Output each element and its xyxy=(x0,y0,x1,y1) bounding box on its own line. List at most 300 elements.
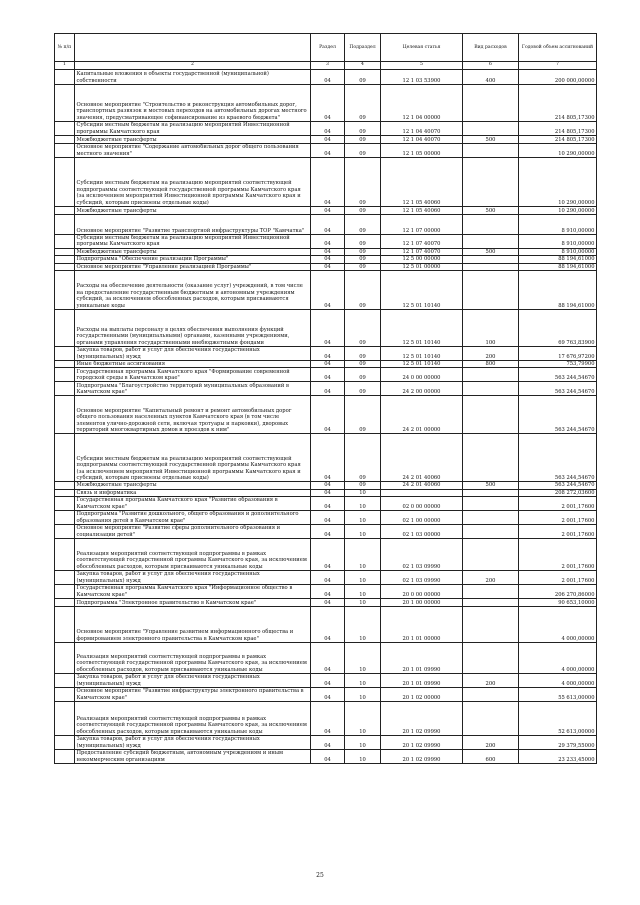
row-section-cell: 04 xyxy=(311,674,345,688)
row-subsection-cell: 10 xyxy=(345,511,381,525)
row-type-cell xyxy=(463,688,519,702)
row-type-cell xyxy=(463,511,519,525)
row-amount-cell: 4 000,00000 xyxy=(519,643,597,674)
row-name-cell: Основное мероприятие "Развитие инфраструктуры электронного правительства в Камчатском крае" xyxy=(75,688,311,702)
row-target-cell: 24 0 00 00000 xyxy=(381,368,463,382)
row-section-cell: 04 xyxy=(311,688,345,702)
row-number-cell xyxy=(55,525,75,539)
row-number-cell xyxy=(55,122,75,136)
row-target-cell: 12 5 01 00000 xyxy=(381,263,463,270)
table-row xyxy=(55,571,597,585)
header-section: Раздел xyxy=(311,34,345,62)
row-amount-cell: 563 244,54670 xyxy=(519,482,597,489)
row-target-cell: 12 1 05 00000 xyxy=(381,144,463,158)
row-number-cell xyxy=(55,235,75,249)
row-section-cell: 04 xyxy=(311,599,345,607)
table-row xyxy=(55,434,597,482)
row-name-cell: Государственная программа Камчатского края "Формирование современной городской среды в Камчатском крае" xyxy=(75,368,311,382)
row-name-cell: Реализация мероприятий соответствующей подпрограммы в рамках соответствующей государственной программы Камчатского края, за исключением обособленных расходов, которым присваиваются уникальные коды xyxy=(75,539,311,571)
row-subsection-cell: 09 xyxy=(345,382,381,396)
row-subsection-cell: 10 xyxy=(345,688,381,702)
row-amount-cell: 214 805,17300 xyxy=(519,122,597,136)
row-subsection-cell: 10 xyxy=(345,736,381,750)
row-name-cell: Расходы на обеспечение деятельности (оказание услуг) учреждений, в том числе на предоставление государственным бюджетным и автономным учреждениям субсидий, за исключением обособленных расходов, которым присваиваются уникальные коды xyxy=(75,271,311,310)
row-amount-cell: 55 613,00000 xyxy=(519,688,597,702)
row-type-cell xyxy=(463,263,519,270)
row-amount-cell: 200 000,00000 xyxy=(519,70,597,85)
row-name-cell: Основное мероприятие "Управление реализацией Программы" xyxy=(75,263,311,270)
row-number-cell xyxy=(55,382,75,396)
row-name-cell: Субсидии местным бюджетам на реализацию мероприятий соответствующей подпрограммы соответствующей государственной программы Камчатского края (за исключением мероприятий Инвестиционной программы Камчатского края и субсидий, которым присвоены отдельные коды) xyxy=(75,434,311,482)
row-number-cell xyxy=(55,361,75,368)
row-type-cell xyxy=(463,607,519,643)
row-amount-cell: 88 194,61000 xyxy=(519,271,597,310)
row-subsection-cell: 09 xyxy=(345,85,381,122)
row-target-cell: 20 0 00 00000 xyxy=(381,585,463,599)
row-amount-cell: 563 244,54670 xyxy=(519,396,597,434)
row-name-cell: Расходы на выплаты персоналу в целях обеспечения выполнения функций государственными (муниципальными) органами, казенными учреждениями, органами управления государственными внебюджетными фондами xyxy=(75,310,311,347)
row-section-cell: 04 xyxy=(311,207,345,215)
row-name-cell: Капитальные вложения в объекты государственной (муниципальной) собственности xyxy=(75,70,311,85)
row-amount-cell: 10 290,00000 xyxy=(519,158,597,207)
row-section-cell: 04 xyxy=(311,122,345,136)
row-type-cell xyxy=(463,368,519,382)
column-number: 3 xyxy=(311,62,345,70)
budget-table-sheet xyxy=(54,33,596,764)
table-row xyxy=(55,122,597,136)
table-row xyxy=(55,396,597,434)
row-name-cell: Закупка товаров, работ и услуг для обеспечения государственных (муниципальных) нужд xyxy=(75,736,311,750)
row-amount-cell: 88 194,61000 xyxy=(519,256,597,263)
row-section-cell: 04 xyxy=(311,347,345,361)
row-section-cell: 04 xyxy=(311,310,345,347)
row-type-cell xyxy=(463,85,519,122)
row-amount-cell: 563 244,54670 xyxy=(519,382,597,396)
row-number-cell xyxy=(55,434,75,482)
row-subsection-cell: 10 xyxy=(345,525,381,539)
row-amount-cell: 2 001,17600 xyxy=(519,497,597,511)
row-subsection-cell: 09 xyxy=(345,482,381,489)
row-number-cell xyxy=(55,750,75,764)
table-row xyxy=(55,310,597,347)
table-row xyxy=(55,70,597,85)
table-header-row xyxy=(55,34,597,62)
row-target-cell: 20 1 02 00000 xyxy=(381,688,463,702)
table-row xyxy=(55,248,597,255)
row-amount-cell: 214 805,17300 xyxy=(519,85,597,122)
table-row xyxy=(55,347,597,361)
row-section-cell: 04 xyxy=(311,525,345,539)
column-number: 2 xyxy=(75,62,311,70)
row-target-cell: 20 1 00 00000 xyxy=(381,599,463,607)
row-section-cell: 04 xyxy=(311,361,345,368)
row-section-cell: 04 xyxy=(311,607,345,643)
row-subsection-cell: 09 xyxy=(345,215,381,235)
row-target-cell: 12 5 01 10140 xyxy=(381,271,463,310)
row-target-cell: 12 1 04 40070 xyxy=(381,136,463,144)
table-row xyxy=(55,271,597,310)
row-amount-cell: 52 613,00000 xyxy=(519,702,597,736)
row-subsection-cell: 10 xyxy=(345,571,381,585)
row-type-cell xyxy=(463,144,519,158)
row-subsection-cell: 09 xyxy=(345,310,381,347)
row-number-cell xyxy=(55,310,75,347)
row-target-cell: 20 1 01 00000 xyxy=(381,607,463,643)
row-type-cell: 100 xyxy=(463,310,519,347)
row-name-cell: Реализация мероприятий соответствующей подпрограммы в рамках соответствующей государственной программы Камчатского края, за исключением обособленных расходов, которым присваиваются уникальные коды xyxy=(75,702,311,736)
row-section-cell: 04 xyxy=(311,750,345,764)
row-subsection-cell: 09 xyxy=(345,368,381,382)
row-amount-cell: 2 001,17600 xyxy=(519,571,597,585)
table-row xyxy=(55,511,597,525)
row-target-cell: 02 0 00 00000 xyxy=(381,497,463,511)
row-subsection-cell: 09 xyxy=(345,434,381,482)
row-type-cell xyxy=(463,525,519,539)
row-type-cell xyxy=(463,585,519,599)
header-name xyxy=(75,34,311,62)
table-row xyxy=(55,643,597,674)
row-number-cell xyxy=(55,539,75,571)
row-target-cell: 20 1 01 09990 xyxy=(381,674,463,688)
row-subsection-cell: 10 xyxy=(345,702,381,736)
row-number-cell xyxy=(55,70,75,85)
row-target-cell: 20 1 01 09990 xyxy=(381,643,463,674)
row-type-cell xyxy=(463,643,519,674)
row-subsection-cell: 09 xyxy=(345,271,381,310)
row-subsection-cell: 09 xyxy=(345,136,381,144)
row-amount-cell: 206 270,86000 xyxy=(519,585,597,599)
row-subsection-cell: 10 xyxy=(345,643,381,674)
row-name-cell: Межбюджетные трансферты xyxy=(75,207,311,215)
row-number-cell xyxy=(55,674,75,688)
row-amount-cell: 4 000,00000 xyxy=(519,607,597,643)
table-row xyxy=(55,607,597,643)
row-target-cell: 02 1 03 09990 xyxy=(381,539,463,571)
row-number-cell xyxy=(55,368,75,382)
row-target-cell: 12 1 05 40060 xyxy=(381,158,463,207)
table-row xyxy=(55,136,597,144)
row-section-cell: 04 xyxy=(311,539,345,571)
row-name-cell: Подпрограмма "Обеспечение реализации Программы" xyxy=(75,256,311,263)
row-number-cell xyxy=(55,347,75,361)
row-section-cell: 04 xyxy=(311,158,345,207)
row-name-cell: Основное мероприятие "Строительство и реконструкция автомобильных дорог, транспортных развязок и мостовых переходов на автомобильных дорогах местного значения, предусматривающее софинансирование из краевого бюджета" xyxy=(75,85,311,122)
column-number: 4 xyxy=(345,62,381,70)
column-number: 7 xyxy=(519,62,597,70)
table-row xyxy=(55,85,597,122)
row-section-cell: 04 xyxy=(311,271,345,310)
row-section-cell: 04 xyxy=(311,85,345,122)
row-section-cell: 04 xyxy=(311,235,345,249)
row-number-cell xyxy=(55,643,75,674)
row-name-cell: Основное мероприятие "Развитие сферы дополнительного образования и социализации детей" xyxy=(75,525,311,539)
row-name-cell: Закупка товаров, работ и услуг для обеспечения государственных (муниципальных) нужд xyxy=(75,347,311,361)
row-target-cell: 12 5 01 10140 xyxy=(381,361,463,368)
row-subsection-cell: 09 xyxy=(345,158,381,207)
row-number-cell xyxy=(55,736,75,750)
row-section-cell: 04 xyxy=(311,248,345,255)
row-section-cell: 04 xyxy=(311,256,345,263)
row-target-cell: 24 2 01 40060 xyxy=(381,482,463,489)
row-target-cell: 20 1 02 09990 xyxy=(381,736,463,750)
row-section-cell: 04 xyxy=(311,434,345,482)
row-target-cell: 02 1 00 00000 xyxy=(381,511,463,525)
row-type-cell xyxy=(463,215,519,235)
row-section-cell: 04 xyxy=(311,382,345,396)
row-subsection-cell: 09 xyxy=(345,70,381,85)
row-section-cell: 04 xyxy=(311,215,345,235)
row-amount-cell: 10 290,00000 xyxy=(519,207,597,215)
row-subsection-cell: 09 xyxy=(345,122,381,136)
row-target-cell: 12 1 04 40070 xyxy=(381,122,463,136)
row-name-cell: Подпрограмма "Благоустройство территорий муниципальных образований в Камчатском крае" xyxy=(75,382,311,396)
row-type-cell xyxy=(463,396,519,434)
row-target-cell: 12 1 04 00000 xyxy=(381,85,463,122)
row-name-cell: Основное мероприятие "Содержание автомобильных дорог общего пользования местного значения" xyxy=(75,144,311,158)
row-number-cell xyxy=(55,585,75,599)
row-amount-cell: 563 244,54670 xyxy=(519,434,597,482)
table-row xyxy=(55,382,597,396)
row-section-cell: 04 xyxy=(311,136,345,144)
table-row xyxy=(55,215,597,235)
row-type-cell xyxy=(463,497,519,511)
row-section-cell: 04 xyxy=(311,585,345,599)
row-target-cell: 02 1 03 09990 xyxy=(381,571,463,585)
row-target-cell: 12 1 05 40060 xyxy=(381,207,463,215)
row-section-cell: 04 xyxy=(311,571,345,585)
row-number-cell xyxy=(55,207,75,215)
row-number-cell xyxy=(55,136,75,144)
row-target-cell: 20 1 02 09990 xyxy=(381,702,463,736)
row-name-cell: Основное мероприятие "Развитие транспортной инфраструктуры ТОР "Камчатка" xyxy=(75,215,311,235)
table-row xyxy=(55,736,597,750)
row-type-cell xyxy=(463,702,519,736)
header-expense-type: Вид расходов xyxy=(463,34,519,62)
row-type-cell: 200 xyxy=(463,736,519,750)
header-number: № п/п xyxy=(55,34,75,62)
row-amount-cell: 2 001,17600 xyxy=(519,539,597,571)
table-row xyxy=(55,539,597,571)
table-row xyxy=(55,482,597,489)
row-target-cell: 20 1 02 09990 xyxy=(381,750,463,764)
row-type-cell: 500 xyxy=(463,482,519,489)
column-number: 6 xyxy=(463,62,519,70)
row-section-cell: 04 xyxy=(311,489,345,496)
row-name-cell: Предоставление субсидий бюджетным, автономным учреждениям и иным некоммерческим организациям xyxy=(75,750,311,764)
row-amount-cell: 23 233,45000 xyxy=(519,750,597,764)
column-numbers-row xyxy=(55,62,597,70)
row-name-cell: Основное мероприятие "Капитальный ремонт и ремонт автомобильных дорог общего пользования населенных пунктов Камчатского края (в том числе элементов улично-дорожной сети, включая тротуары и парковки), дворовых территорий многоквартирных домов и проездов к ним" xyxy=(75,396,311,434)
table-row xyxy=(55,750,597,764)
table-row xyxy=(55,489,597,496)
row-subsection-cell: 10 xyxy=(345,539,381,571)
row-type-cell xyxy=(463,256,519,263)
row-name-cell: Иные бюджетные ассигнования xyxy=(75,361,311,368)
row-number-cell xyxy=(55,599,75,607)
row-number-cell xyxy=(55,489,75,496)
column-number: 1 xyxy=(55,62,75,70)
row-subsection-cell: 10 xyxy=(345,607,381,643)
table-row xyxy=(55,368,597,382)
row-amount-cell: 10 290,00000 xyxy=(519,144,597,158)
row-subsection-cell: 09 xyxy=(345,263,381,270)
row-amount-cell: 214 805,17300 xyxy=(519,136,597,144)
row-section-cell: 04 xyxy=(311,70,345,85)
row-type-cell: 500 xyxy=(463,248,519,255)
row-amount-cell: 90 653,10000 xyxy=(519,599,597,607)
row-target-cell: 24 2 00 00000 xyxy=(381,382,463,396)
row-section-cell: 04 xyxy=(311,511,345,525)
row-type-cell: 200 xyxy=(463,347,519,361)
row-name-cell: Межбюджетные трансферты xyxy=(75,136,311,144)
row-amount-cell: 8 910,00000 xyxy=(519,215,597,235)
table-row xyxy=(55,585,597,599)
header-annual-amount: Годовой объем ассигнований xyxy=(519,34,597,62)
row-name-cell: Государственная программа Камчатского края "Информационное общество в Камчатском крае" xyxy=(75,585,311,599)
row-subsection-cell: 09 xyxy=(345,347,381,361)
row-type-cell: 200 xyxy=(463,674,519,688)
row-amount-cell: 2 001,17600 xyxy=(519,525,597,539)
row-type-cell: 500 xyxy=(463,136,519,144)
row-name-cell: Связь и информатика xyxy=(75,489,311,496)
row-number-cell xyxy=(55,497,75,511)
row-subsection-cell: 09 xyxy=(345,256,381,263)
row-subsection-cell: 09 xyxy=(345,396,381,434)
row-amount-cell: 69 763,83900 xyxy=(519,310,597,347)
row-subsection-cell: 10 xyxy=(345,750,381,764)
row-subsection-cell: 09 xyxy=(345,144,381,158)
row-number-cell xyxy=(55,482,75,489)
row-name-cell: Межбюджетные трансферты xyxy=(75,482,311,489)
row-type-cell xyxy=(463,271,519,310)
row-name-cell: Субсидии местным бюджетам на реализацию мероприятий Инвестиционной программы Камчатского края xyxy=(75,122,311,136)
row-amount-cell: 88 194,61000 xyxy=(519,263,597,270)
table-row xyxy=(55,702,597,736)
row-type-cell xyxy=(463,158,519,207)
row-name-cell: Подпрограмма "Электронное правительство в Камчатском крае" xyxy=(75,599,311,607)
row-target-cell: 12 1 07 00000 xyxy=(381,215,463,235)
row-amount-cell: 753,79900 xyxy=(519,361,597,368)
row-section-cell: 04 xyxy=(311,144,345,158)
row-section-cell: 04 xyxy=(311,736,345,750)
row-number-cell xyxy=(55,688,75,702)
row-number-cell xyxy=(55,248,75,255)
row-type-cell: 500 xyxy=(463,207,519,215)
row-name-cell: Закупка товаров, работ и услуг для обеспечения государственных (муниципальных) нужд xyxy=(75,674,311,688)
row-type-cell xyxy=(463,599,519,607)
row-target-cell: 12 1 07 40070 xyxy=(381,235,463,249)
row-amount-cell: 208 272,03600 xyxy=(519,489,597,496)
header-target-article: Целевая статья xyxy=(381,34,463,62)
row-target-cell: 12 5 00 00000 xyxy=(381,256,463,263)
row-number-cell xyxy=(55,607,75,643)
row-type-cell xyxy=(463,489,519,496)
row-section-cell: 04 xyxy=(311,396,345,434)
row-type-cell: 400 xyxy=(463,70,519,85)
row-number-cell xyxy=(55,396,75,434)
row-type-cell xyxy=(463,122,519,136)
row-type-cell: 200 xyxy=(463,571,519,585)
row-section-cell: 04 xyxy=(311,497,345,511)
row-section-cell: 04 xyxy=(311,263,345,270)
row-number-cell xyxy=(55,263,75,270)
row-number-cell xyxy=(55,571,75,585)
row-amount-cell: 8 910,00000 xyxy=(519,248,597,255)
row-type-cell xyxy=(463,382,519,396)
row-number-cell xyxy=(55,256,75,263)
row-name-cell: Субсидии местным бюджетам на реализацию мероприятий Инвестиционной программы Камчатского края xyxy=(75,235,311,249)
budget-table xyxy=(54,33,597,764)
table-row xyxy=(55,235,597,249)
table-row xyxy=(55,599,597,607)
row-target-cell: 24 2 01 40060 xyxy=(381,434,463,482)
row-section-cell: 04 xyxy=(311,643,345,674)
table-row xyxy=(55,361,597,368)
table-row xyxy=(55,144,597,158)
row-name-cell: Закупка товаров, работ и услуг для обеспечения государственных (муниципальных) нужд xyxy=(75,571,311,585)
table-row xyxy=(55,688,597,702)
row-amount-cell: 29 379,55000 xyxy=(519,736,597,750)
table-row xyxy=(55,263,597,270)
row-subsection-cell: 10 xyxy=(345,674,381,688)
row-section-cell: 04 xyxy=(311,702,345,736)
row-number-cell xyxy=(55,271,75,310)
row-type-cell xyxy=(463,235,519,249)
row-subsection-cell: 10 xyxy=(345,497,381,511)
row-subsection-cell: 10 xyxy=(345,585,381,599)
row-amount-cell: 563 244,54670 xyxy=(519,368,597,382)
table-row xyxy=(55,497,597,511)
row-section-cell: 04 xyxy=(311,368,345,382)
row-type-cell xyxy=(463,539,519,571)
row-name-cell: Государственная программа Камчатского края "Развитие образования в Камчатском крае" xyxy=(75,497,311,511)
row-target-cell: 02 1 03 00000 xyxy=(381,525,463,539)
row-subsection-cell: 10 xyxy=(345,489,381,496)
table-row xyxy=(55,158,597,207)
table-row xyxy=(55,256,597,263)
row-type-cell: 600 xyxy=(463,750,519,764)
row-target-cell xyxy=(381,489,463,496)
row-target-cell: 12 1 03 53900 xyxy=(381,70,463,85)
row-amount-cell: 17 676,97200 xyxy=(519,347,597,361)
row-type-cell xyxy=(463,434,519,482)
header-subsection: Подраздел xyxy=(345,34,381,62)
row-amount-cell: 2 001,17600 xyxy=(519,511,597,525)
row-number-cell xyxy=(55,702,75,736)
row-name-cell: Подпрограмма "Развитие дошкольного, общего образования и дополнительного образования детей в Камчатском крае" xyxy=(75,511,311,525)
row-name-cell: Основное мероприятие "Управление развитием информационного общества и формированием электронного правительства в Камчатском крае" xyxy=(75,607,311,643)
table-row xyxy=(55,525,597,539)
row-subsection-cell: 09 xyxy=(345,235,381,249)
row-subsection-cell: 09 xyxy=(345,361,381,368)
row-target-cell: 12 1 07 40070 xyxy=(381,248,463,255)
row-name-cell: Межбюджетные трансферты xyxy=(75,248,311,255)
row-number-cell xyxy=(55,511,75,525)
row-number-cell xyxy=(55,144,75,158)
row-subsection-cell: 09 xyxy=(345,248,381,255)
row-number-cell xyxy=(55,85,75,122)
row-subsection-cell: 09 xyxy=(345,207,381,215)
row-type-cell: 800 xyxy=(463,361,519,368)
row-target-cell: 12 5 01 10140 xyxy=(381,347,463,361)
row-number-cell xyxy=(55,158,75,207)
row-number-cell xyxy=(55,215,75,235)
row-target-cell: 24 2 01 00000 xyxy=(381,396,463,434)
table-row xyxy=(55,207,597,215)
column-number: 5 xyxy=(381,62,463,70)
row-section-cell: 04 xyxy=(311,482,345,489)
row-target-cell: 12 5 01 10140 xyxy=(381,310,463,347)
